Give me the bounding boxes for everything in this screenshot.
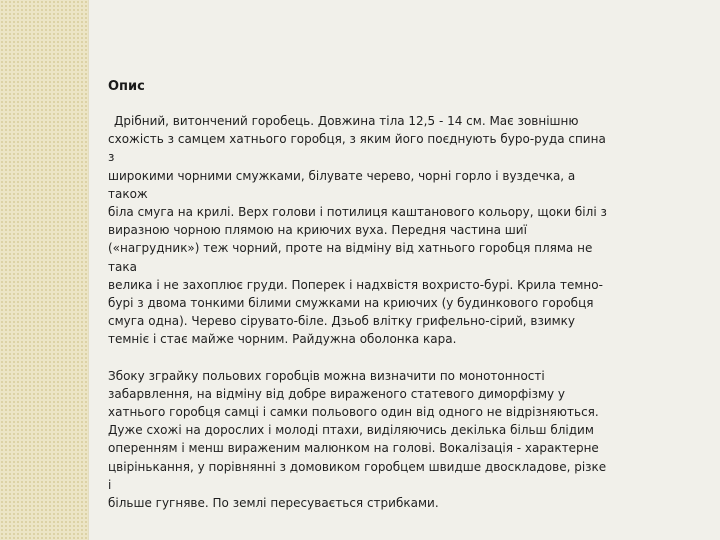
- description-paragraph-2: Збоку зграйку польових горобців можна визначити по монотонності забарвлення, на відміну від добре вираженого статевого диморфізму у хатнього горобця самці і самки польового один від одного не відрізняються. Дуже схожі на дорослих і молоді птахи, виділяючись декілька більш блідим оперенням і менш вираженим малюнком на голові. Вокалізація - характерне цвірінькання, у порівнянні з домовиком горобцем швидше двоскладове, різке і більше гугняве. По землі пересувається стрибками.: [108, 368, 607, 511]
- document-body: [108, 78, 608, 512]
- description-paragraph-1: Дрібний, витончений горобець. Довжина тіла 12,5 - 14 см. Має зовнішню схожість з самцем хатнього горобця, з яким його поєднують буро-руда спина з широкими чорними смужками, білувате черево, чорні горло і вуздечка, а також біла смуга на крилі. Верх голови і потилиця каштанового кольору, щоки білі з виразною чорною плямою на криючих вуха. Передня частина шиї («нагрудник») теж чорний, проте на відміну від хатнього горобця пляма не така велика і не захоплює груди. Поперек і надхвістя вохристо-бурі. Крила темно- бурі з двома тонкими білими смужками на криючих (у будинкового горобця смуга одна). Черево сірувато-біле. Дзьоб влітку грифельно-сірий, взимку темніє і стає майже чорним. Райдужна оболонка кара.: [108, 114, 607, 347]
- section-heading: Опис: [108, 79, 145, 94]
- decorative-side-strip: [0, 0, 88, 540]
- side-strip-edge: [88, 0, 89, 540]
